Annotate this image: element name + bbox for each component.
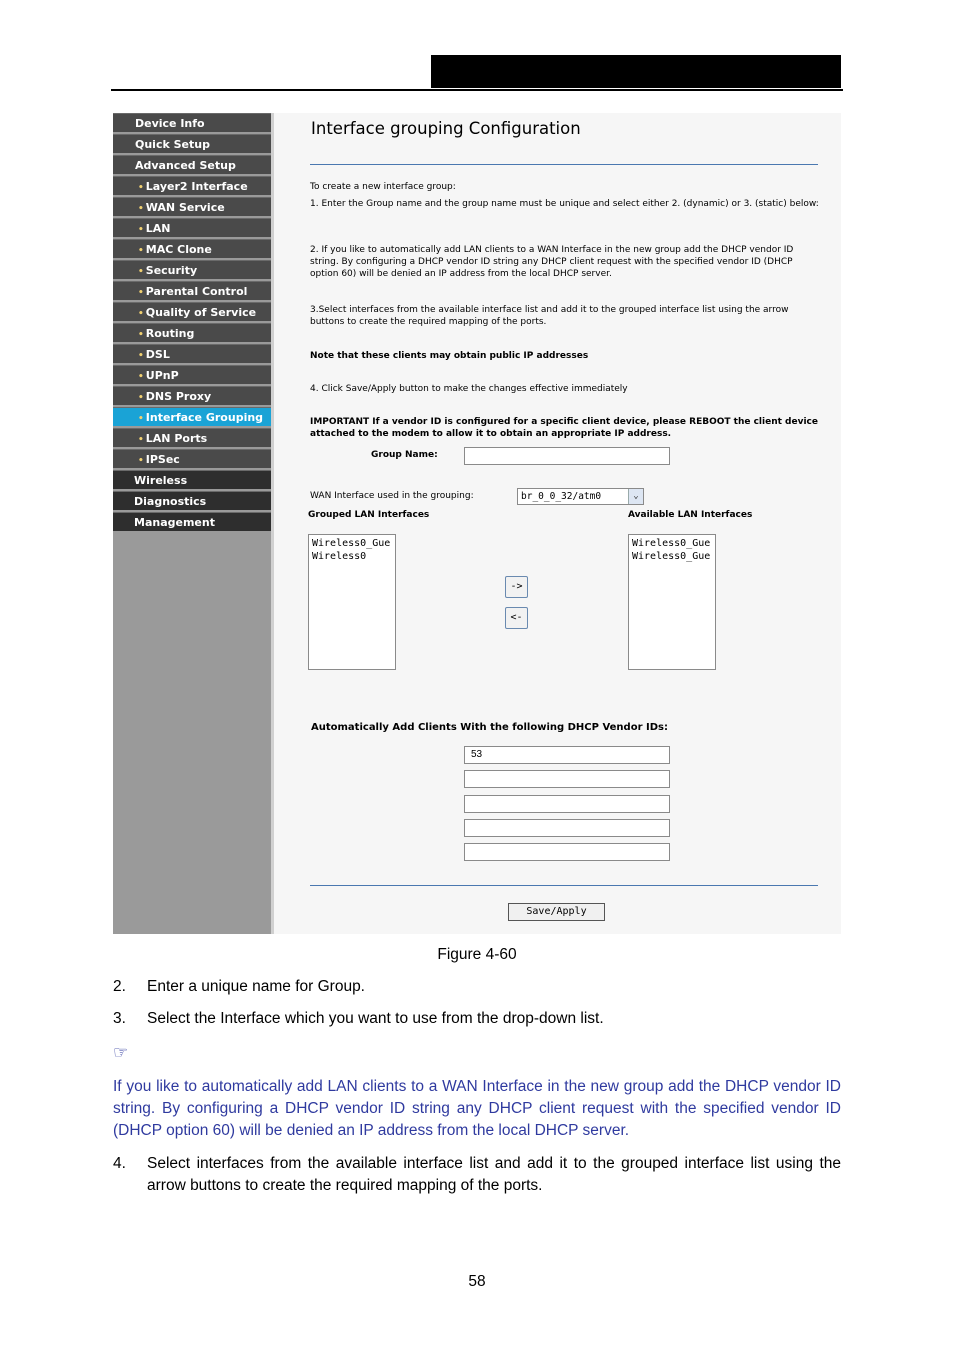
- sidebar: [113, 113, 274, 934]
- list-item[interactable]: Wireless0: [312, 551, 367, 562]
- sidebar-item-label: Routing: [145, 327, 195, 340]
- header-bar: [431, 55, 841, 88]
- vendor-id-label: Automatically Add Clients With the following DHCP Vendor IDs:: [311, 722, 668, 733]
- add-interface-button[interactable]: ->: [505, 576, 528, 598]
- sidebar-item-label: Device Info: [135, 117, 205, 130]
- sidebar-item-label: Quality of Service: [145, 306, 257, 319]
- note-text: Note that these clients may obtain public IP addresses: [310, 351, 589, 361]
- bullet-icon: •: [138, 414, 144, 424]
- bullet-icon: •: [138, 309, 144, 319]
- sidebar-item-label: LAN: [145, 222, 171, 235]
- bullet-icon: •: [138, 372, 144, 382]
- vendor-id-input-2[interactable]: [464, 770, 670, 788]
- sidebar-item-label: Diagnostics: [134, 495, 207, 508]
- vendor-id-input-3[interactable]: [464, 795, 670, 813]
- sidebar-item[interactable]: [113, 491, 271, 510]
- grouped-label: Grouped LAN Interfaces: [308, 510, 430, 520]
- vendor-id-input-4[interactable]: [464, 819, 670, 837]
- vendor-id-input-5[interactable]: [464, 843, 670, 861]
- list-item[interactable]: Wireless0_Gue: [632, 551, 711, 562]
- remove-interface-button[interactable]: <-: [505, 607, 528, 629]
- sidebar-item-label: Advanced Setup: [135, 159, 236, 172]
- bullet-icon: •: [138, 456, 144, 466]
- vendor-id-input-1[interactable]: 53: [464, 746, 670, 764]
- list-item[interactable]: Wireless0_Gue: [312, 538, 391, 549]
- sidebar-item[interactable]: [113, 449, 271, 468]
- sidebar-item-label: WAN Service: [145, 201, 225, 214]
- content-panel: [274, 113, 841, 934]
- sidebar-item[interactable]: [113, 386, 271, 405]
- sidebar-item-label: IPSec: [145, 453, 180, 466]
- sidebar-item[interactable]: [113, 113, 271, 132]
- wan-interface-select[interactable]: [517, 488, 644, 505]
- bullet-icon: •: [138, 267, 144, 277]
- sidebar-item-label: MAC Clone: [145, 243, 212, 256]
- sidebar-item-label: DNS Proxy: [145, 390, 212, 403]
- available-interfaces-list[interactable]: [628, 534, 716, 670]
- sidebar-item-label: Security: [145, 264, 198, 277]
- list-item[interactable]: Wireless0_Gue: [632, 538, 711, 549]
- sidebar-item[interactable]: [113, 260, 271, 279]
- bullet-icon: •: [138, 435, 144, 445]
- sidebar-item-label: Management: [134, 516, 215, 529]
- page-number: 58: [468, 1273, 486, 1290]
- step1-text: 1. Enter the Group name and the group name must be unique and select either 2. (dynamic) or 3. (static) below:: [310, 199, 819, 209]
- sidebar-item[interactable]: [113, 323, 271, 342]
- bullet-icon: •: [138, 288, 144, 298]
- sidebar-item[interactable]: [113, 365, 271, 384]
- header-rule: [111, 89, 843, 91]
- bullet-icon: •: [138, 225, 144, 235]
- sidebar-item[interactable]: [113, 344, 271, 363]
- bullet-icon: •: [138, 204, 144, 214]
- list-item-text: Enter a unique name for Group.: [147, 978, 365, 995]
- wan-interface-label: WAN Interface used in the grouping:: [310, 491, 474, 501]
- pointing-hand-icon: ☞: [113, 1043, 129, 1062]
- sidebar-item[interactable]: [113, 197, 271, 216]
- page-title: Interface grouping Configuration: [311, 119, 581, 138]
- sidebar-item-label: LAN Ports: [145, 432, 208, 445]
- sidebar-item-label: Parental Control: [145, 285, 248, 298]
- sidebar-item-label: Interface Grouping: [145, 411, 264, 424]
- sidebar-item[interactable]: [113, 512, 271, 531]
- sidebar-item[interactable]: [113, 428, 271, 447]
- sidebar-item-label: Layer2 Interface: [145, 180, 248, 193]
- divider: [310, 164, 818, 165]
- sidebar-item[interactable]: [113, 470, 271, 489]
- sidebar-item[interactable]: [113, 134, 271, 153]
- sidebar-item[interactable]: [113, 302, 271, 321]
- wan-interface-value: br_0_0_32/atm0: [521, 491, 602, 502]
- save-apply-button[interactable]: Save/Apply: [508, 903, 605, 921]
- group-name-label: Group Name:: [371, 450, 438, 460]
- sidebar-menu: [113, 113, 271, 533]
- note-paragraph: If you like to automatically add LAN clients to a WAN Interface in the new group add the DHCP vendor ID string. By configuring a DHCP vendor ID string any DHCP client request with the specified vendor ID (DHCP option 60) will be denied an IP address from the local DHCP server.: [113, 1078, 841, 1139]
- bullet-icon: •: [138, 330, 144, 340]
- list-number: 2.: [113, 978, 126, 995]
- step3-text: 3.Select interfaces from the available interface list and add it to the grouped interface list using the arrow buttons to create the required mapping of the ports.: [310, 305, 789, 327]
- sidebar-item-label: Wireless: [134, 474, 188, 487]
- sidebar-item[interactable]: [113, 155, 271, 174]
- list-item-text: Select the Interface which you want to use from the drop-down list.: [147, 1010, 604, 1027]
- bullet-icon: •: [138, 183, 144, 193]
- bullet-icon: •: [138, 246, 144, 256]
- chevron-down-icon: ⌄: [628, 489, 643, 504]
- available-label: Available LAN Interfaces: [628, 510, 753, 520]
- sidebar-item[interactable]: [113, 407, 271, 426]
- sidebar-item-label: DSL: [145, 348, 170, 361]
- step4-text: 4. Click Save/Apply button to make the changes effective immediately: [310, 384, 628, 394]
- figure-caption: Figure 4-60: [437, 946, 517, 963]
- list-item-text: Select interfaces from the available interface list and add it to the grouped interface list using the arrow buttons to create the required mapping of the ports.: [147, 1155, 841, 1194]
- sidebar-item-label: Quick Setup: [135, 138, 210, 151]
- sidebar-item[interactable]: [113, 281, 271, 300]
- list-number: 4.: [113, 1155, 126, 1172]
- sidebar-item[interactable]: [113, 176, 271, 195]
- bullet-icon: •: [138, 393, 144, 403]
- sidebar-item[interactable]: [113, 218, 271, 237]
- router-screenshot: [113, 113, 841, 934]
- important-text: IMPORTANT If a vendor ID is configured for a specific client device, please REBOOT the client device attached to the modem to allow it to obtain an appropriate IP address.: [310, 417, 818, 439]
- sidebar-item[interactable]: [113, 239, 271, 258]
- step2-text: 2. If you like to automatically add LAN clients to a WAN Interface in the new group add the DHCP vendor ID string. By configuring a DHCP vendor ID string any DHCP client request with the specified vendor ID (DHCP option 60) will be denied an IP address from the local DHCP server.: [310, 245, 794, 279]
- bullet-icon: •: [138, 351, 144, 361]
- intro-text: To create a new interface group:: [310, 182, 456, 192]
- list-number: 3.: [113, 1010, 126, 1027]
- group-name-input[interactable]: [464, 447, 670, 465]
- sidebar-item-label: UPnP: [145, 369, 179, 382]
- grouped-interfaces-list[interactable]: [308, 534, 396, 670]
- divider: [310, 885, 818, 886]
